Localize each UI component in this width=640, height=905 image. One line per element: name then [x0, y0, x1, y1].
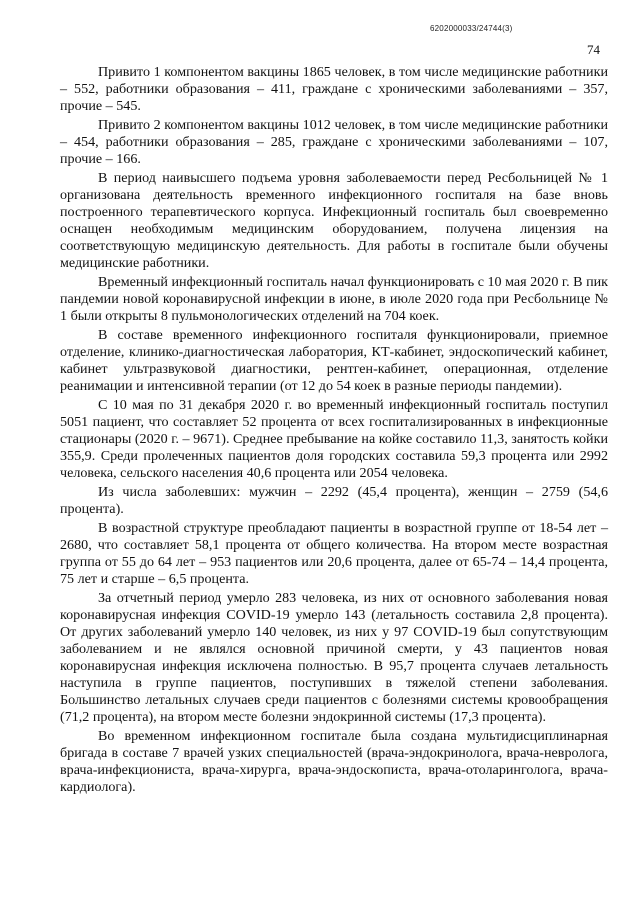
paragraph: В период наивысшего подъема уровня заболеваемости перед Ресбольницей № 1 организована деятельность временного инфекционного госпиталя на базе вновь построенного терапевтического корпуса. Инфекционный госпиталь был своевременно оснащен необходимым медицинским оборудованием, получена лицензия на соответствующую медицинскую деятельность. Для работы в госпитале были обучены медицинские работники. — [60, 170, 608, 271]
paragraph: Привито 1 компонентом вакцины 1865 человек, в том числе медицинские работники – 552, работники образования – 411, граждане с хроническими заболеваниями – 357, прочие – 545. — [60, 64, 608, 114]
paragraph: Временный инфекционный госпиталь начал функционировать с 10 мая 2020 г. В пик пандемии новой коронавирусной инфекции в июне, в июле 2020 года при Ресбольнице № 1 были открыты 8 пульмонологических отделений на 704 коек. — [60, 274, 608, 324]
document-body — [60, 64, 608, 798]
document-code: 6202000033/24744(3) — [430, 24, 513, 33]
paragraph: В возрастной структуре преобладают пациенты в возрастной группе от 18-54 лет – 2680, что составляет 58,1 процента от общего количества. На втором месте возрастная группа от 55 до 64 лет – 953 пациентов или 20,6 процента, далее от 65-74 – 14,4 процента, 75 лет и старше – 6,5 процента. — [60, 520, 608, 587]
paragraph: С 10 мая по 31 декабря 2020 г. во временный инфекционный госпиталь поступил 5051 пациент, что составляет 52 процента от всех госпитализированных в инфекционные стационары (2020 г. – 9671). Среднее пребывание на койке составило 11,3, занятость койки 355,9. Среди пролеченных пациентов доля городских составила 59,3 процента или 2992 человека, сельского населения 40,6 процента или 2054 человека. — [60, 397, 608, 481]
paragraph: Из числа заболевших: мужчин – 2292 (45,4 процента), женщин – 2759 (54,6 процента). — [60, 484, 608, 517]
paragraph: В составе временного инфекционного госпиталя функционировали, приемное отделение, клинико-диагностическая лаборатория, КТ-кабинет, эндоскопический кабинет, кабинет ультразвуковой диагностики, рентген-кабинет, операционная, отделение реанимации и интенсивной терапии (от 12 до 54 коек в разные периоды пандемии). — [60, 327, 608, 394]
page-number: 74 — [587, 42, 600, 57]
paragraph: Привито 2 компонентом вакцины 1012 человек, в том числе медицинские работники – 454, работники образования – 285, граждане с хроническими заболеваниями – 107, прочие – 166. — [60, 117, 608, 167]
paragraph: Во временном инфекционном госпитале была создана мультидисциплинарная бригада в составе 7 врачей узких специальностей (врача-эндокринолога, врача-невролога, врача-инфекциониста, врача-хирурга, врача-эндоскописта, врача-отоларинголога, врача-кардиолога). — [60, 728, 608, 795]
paragraph: За отчетный период умерло 283 человека, из них от основного заболевания новая коронавирусная инфекция COVID-19 умерло 143 (летальность составила 2,8 процента). От других заболеваний умерло 140 человек, из них у 97 COVID-19 был сопутствующим заболеванием и не являлся основной причиной смерти, у 43 пациентов новая коронавирусная инфекция исключена полностью. В 95,7 процента случаев летальность наступила в группе пациентов, поступивших в тяжелой степени заболевания. Большинство летальных случаев среди пациентов с болезнями системы кровообращения (71,2 процента), на втором месте болезни эндокринной системы (17,3 процента). — [60, 590, 608, 725]
